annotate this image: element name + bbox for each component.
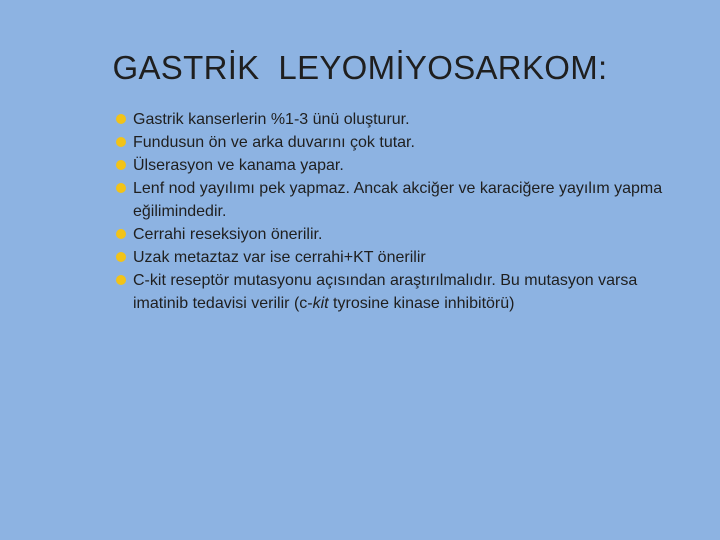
bullet-dot-icon	[116, 183, 126, 193]
list-item	[116, 269, 676, 315]
bullet-text: Ülserasyon ve kanama yapar.	[133, 157, 344, 174]
bullet-text-part2: tyrosine kinase inhibitörü)	[328, 295, 515, 312]
slide-title: GASTRİK LEYOMİYOSARKOM:	[112, 49, 608, 86]
bullet-text: Fundusun ön ve arka duvarını çok tutar.	[133, 134, 415, 151]
list-item	[116, 223, 676, 246]
bullet-dot-icon	[116, 160, 126, 170]
bullet-list	[116, 108, 676, 315]
bullet-text-part1: C-kit reseptör mutasyonu açısından araştırılmalıdır. Bu mutasyon varsa imatinib tedavisi verilir (c-	[133, 272, 638, 312]
list-item	[116, 131, 676, 154]
bullet-dot-icon	[116, 114, 126, 124]
bullet-dot-icon	[116, 275, 126, 285]
bullet-text-ckit	[133, 269, 676, 315]
list-item	[116, 154, 676, 177]
bullet-text: Lenf nod yayılımı pek yapmaz. Ancak akciğer ve karaciğere yayılım yapma eğilimindedir.	[133, 180, 663, 220]
bullet-text: Gastrik kanserlerin %1-3 ünü oluşturur.	[133, 111, 410, 128]
list-item	[116, 108, 676, 131]
bullet-text: Uzak metaztaz var ise cerrahi+KT önerilir	[133, 249, 426, 266]
list-item	[116, 177, 676, 223]
bullet-text-italic: kit	[312, 295, 329, 312]
bullet-dot-icon	[116, 137, 126, 147]
bullet-dot-icon	[116, 252, 126, 262]
bullet-text: Cerrahi reseksiyon önerilir.	[133, 226, 323, 243]
list-item	[116, 246, 676, 269]
bullet-dot-icon	[116, 229, 126, 239]
